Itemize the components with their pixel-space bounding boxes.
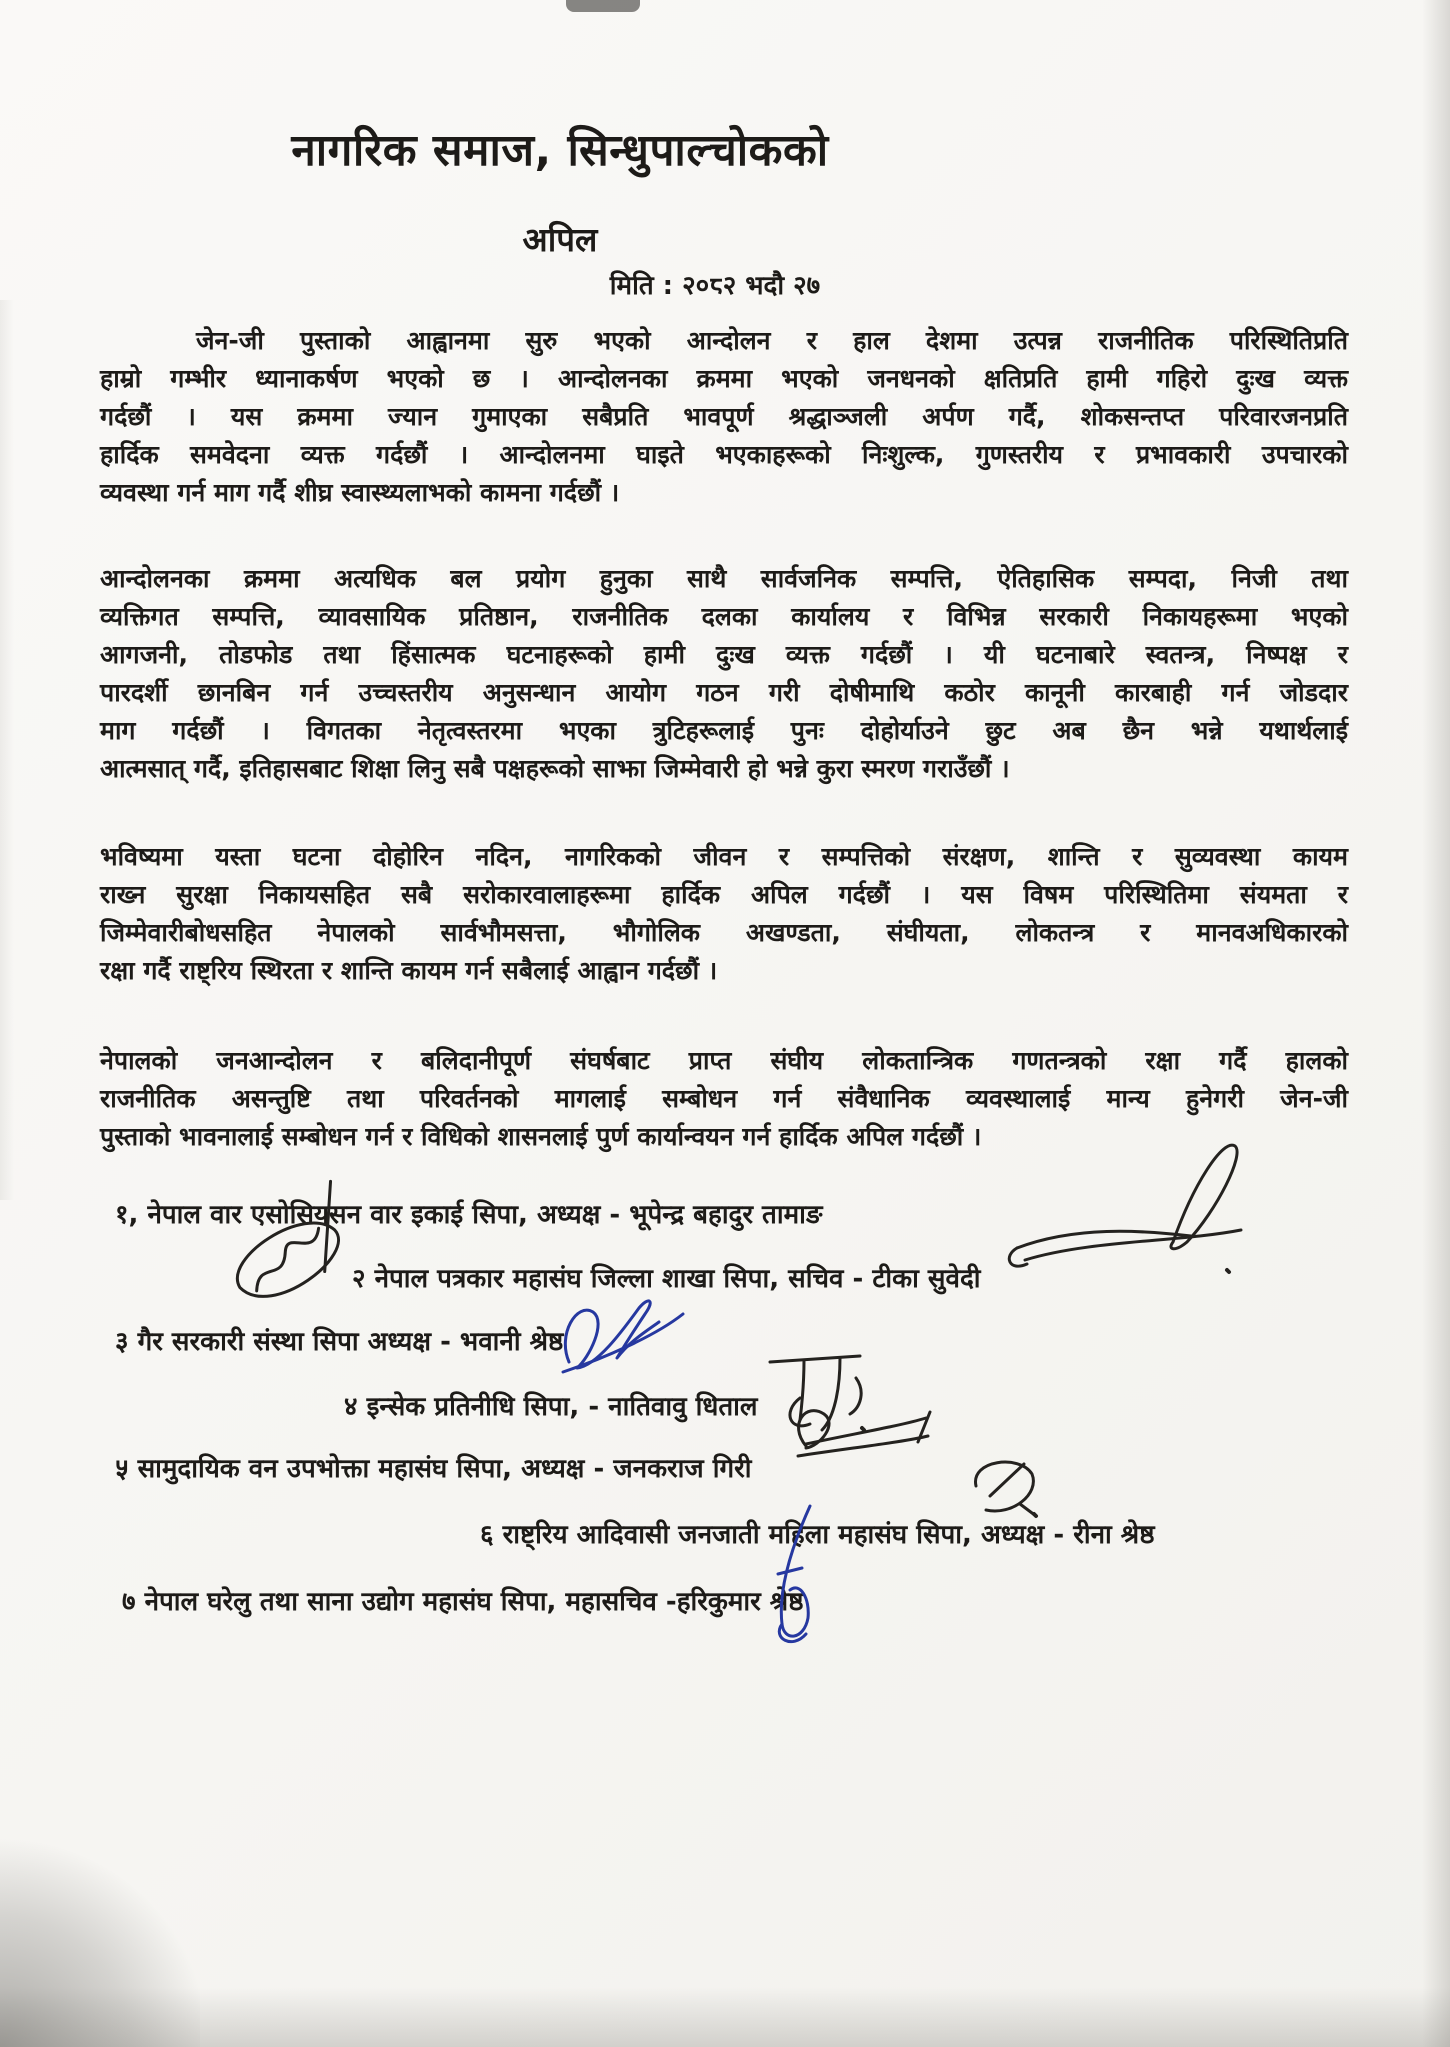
paragraph-line: रक्षा गर्दै राष्ट्रिय स्थिरता र शान्ति कायम गर्न सबैलाई आह्वान गर्दछौं । [100,956,718,985]
signature-scribble-4 [762,1338,877,1438]
signatory-item-2: २ नेपाल पत्रकार महासंघ जिल्ला शाखा सिपा, सचिव - टीका सुवेदी [352,1264,981,1294]
paragraph-line: व्यक्तिगत सम्पत्ति, व्यावसायिक प्रतिष्ठान, राजनीतिक दलका कार्यालय र विभिन्न सरकारी निकायहरूमा भएको [100,602,1348,631]
paragraph-line: हाम्रो गम्भीर ध्यानाकर्षण भएको छ । आन्दोलनका क्रममा भएको जनधनको क्षतिप्रति हामी गहिरो दुःख व्यक्त [100,364,1348,393]
document-date-line: मिति : २०८२ भदौ २७ [609,271,821,301]
paragraph-line: व्यवस्था गर्न माग गर्दै शीघ्र स्वास्थ्यलाभको कामना गर्दछौं । [100,478,620,507]
paragraph-line: हार्दिक समवेदना व्यक्त गर्दछौं । आन्दोलनमा घाइते भएकाहरूको निःशुल्क, गुणस्तरीय र प्रभावकारी उपचारको [100,440,1348,469]
signature-scribble-5 [778,1396,933,1468]
scan-shadow-right-edge [1422,0,1450,2047]
signatory-item-1: १, नेपाल वार एसोसियसन वार इकाई सिपा, अध्यक्ष - भूपेन्द्र बहादुर तामाङ [115,1200,823,1230]
paragraph-line: राजनीतिक असन्तुष्टि तथा परिवर्तनको मागलाई सम्बोधन गर्न संवैधानिक व्यवस्थालाई मान्य हुनेगरी जेन-जी [100,1084,1348,1113]
paragraph-line: पुस्ताको भावनालाई सम्बोधन गर्न र विधिको शासनलाई पुर्ण कार्यान्वयन गर्न हार्दिक अपिल गर्दछौं । [100,1122,982,1151]
paragraph-line: भविष्यमा यस्ता घटना दोहोरिन नदिन, नागरिकको जीवन र सम्पत्तिको संरक्षण, शान्ति र सुव्यवस्था कायम [100,842,1348,871]
paragraph-line: जेन-जी पुस्ताको आह्वानमा सुरु भएको आन्दोलन र हाल देशमा उत्पन्न राजनीतिक परिस्थितिप्रति [196,326,1348,355]
signature-scribble-3 [553,1288,688,1378]
paragraph-line: माग गर्दछौं । विगतका नेतृत्वस्तरमा भएका त्रुटिहरूलाई पुनः दोहोर्याउने छुट अब छैन भन्ने यथार्थलाई [100,716,1348,745]
paragraph-line: आगजनी, तोडफोड तथा हिंसात्मक घटनाहरूको हामी दुःख व्यक्त गर्दछौं । यी घटनाबारे स्वतन्त्र, निष्पक्ष र [100,640,1348,669]
signatory-item-5: ५ सामुदायिक वन उपभोक्ता महासंघ सिपा, अध्यक्ष - जनकराज गिरी [115,1454,752,1484]
paragraph-line: राख्न सुरक्षा निकायसहित सबै सरोकारवालाहरूमा हार्दिक अपिल गर्दछौं । यस विषम परिस्थितिमा संयमता र [100,880,1348,909]
paragraph-line: नेपालको जनआन्दोलन र बलिदानीपूर्ण संघर्षबाट प्राप्त संघीय लोकतान्त्रिक गणतन्त्रको रक्षा गर्दै हालको [100,1046,1348,1075]
signature-scribble-6-circled [960,1450,1045,1525]
paragraph-2 [100,560,1348,788]
document-subtitle: अपिल [522,220,598,259]
signatory-item-7: ७ नेपाल घरेलु तथा साना उद्योग महासंघ सिपा, महासचिव -हरिकुमार श्रेष्ठ [122,1587,804,1617]
paragraph-3 [100,838,1348,990]
paragraph-line: गर्दछौं । यस क्रममा ज्यान गुमाएका सबैप्रति भावपूर्ण श्रद्धाञ्जली अर्पण गर्दै, शोकसन्तप्त परिवारजनप्रति [100,402,1348,431]
document-title: नागरिक समाज, सिन्धुपाल्चोकको [291,125,829,176]
paragraph-4 [100,1042,1348,1156]
paragraph-line: जिम्मेवारीबोधसहित नेपालको सार्वभौमसत्ता, भौगोलिक अखण्डता, संघीयता, लोकतन्त्र र मानवअधिकारको [100,918,1348,947]
signatory-item-6: ६ राष्ट्रिय आदिवासी जनजाती महिला महासंघ सिपा, अध्यक्ष - रीना श्रेष्ठ [480,1520,1155,1550]
scan-shadow-bottom-left-corner [0,1837,200,2047]
signatory-item-4: ४ इन्सेक प्रतिनीधि सिपा, - नातिवावु धिताल [344,1392,758,1422]
scan-streak-left [0,300,14,1200]
signatory-item-3: ३ गैर सरकारी संस्था सिपा अध्यक्ष - भवानी श्रेष्ठ [115,1327,564,1357]
paragraph-1 [100,322,1348,512]
scan-artifact-top-mark [566,0,640,12]
paragraph-line: आन्दोलनका क्रममा अत्यधिक बल प्रयोग हुनुका साथै सार्वजनिक सम्पत्ति, ऐतिहासिक सम्पदा, निजी तथा [100,564,1348,593]
scan-shadow-bottom-edge [0,1987,1450,2047]
paragraph-line: आत्मसात् गर्दै, इतिहासबाट शिक्षा लिनु सबै पक्षहरूको साझा जिम्मेवारी हो भन्ने कुरा स्मरण गराउँछौं । [100,754,1010,783]
paragraph-line: पारदर्शी छानबिन गर्न उच्चस्तरीय अनुसन्धान आयोग गठन गरी दोषीमाथि कठोर कानूनी कारबाही गर्न जोडदार [100,678,1348,707]
